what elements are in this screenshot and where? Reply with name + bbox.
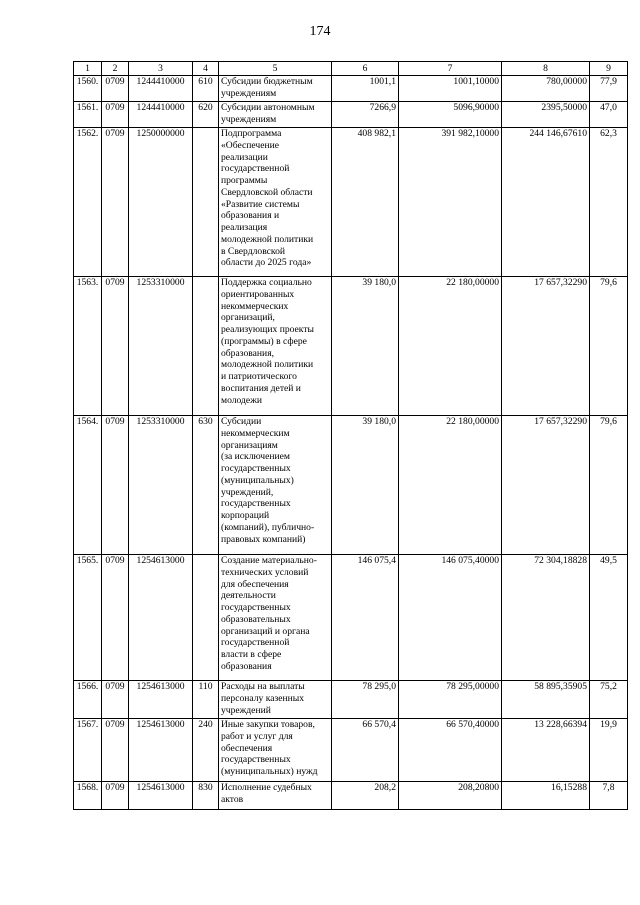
- approved-amount-cell: 146 075,4: [332, 555, 399, 681]
- planned-amount-cell: 78 295,00000: [399, 681, 502, 719]
- planned-amount-cell: 66 570,40000: [399, 719, 502, 782]
- table-row: [74, 555, 628, 681]
- executed-amount-cell: 17 657,32290: [502, 416, 590, 555]
- budget-table: [73, 61, 628, 810]
- column-header: 9: [590, 62, 628, 76]
- planned-amount-cell: 1001,10000: [399, 76, 502, 102]
- planned-amount-cell: 146 075,40000: [399, 555, 502, 681]
- planned-amount-cell: 208,20800: [399, 782, 502, 810]
- target-code-cell: 1250000000: [129, 128, 193, 277]
- section-code-cell: 0709: [102, 277, 129, 416]
- execution-percent-cell: 19,9: [590, 719, 628, 782]
- row-number-cell: 1566.: [74, 681, 102, 719]
- row-number-cell: 1567.: [74, 719, 102, 782]
- planned-amount-cell: 391 982,10000: [399, 128, 502, 277]
- execution-percent-cell: 79,6: [590, 416, 628, 555]
- approved-amount-cell: 408 982,1: [332, 128, 399, 277]
- target-code-cell: 1254613000: [129, 719, 193, 782]
- column-header: 1: [74, 62, 102, 76]
- column-header: 2: [102, 62, 129, 76]
- expense-type-cell: 630: [193, 416, 219, 555]
- approved-amount-cell: 7266,9: [332, 102, 399, 128]
- target-code-cell: 1253310000: [129, 277, 193, 416]
- row-number-cell: 1565.: [74, 555, 102, 681]
- description-cell: Субсидии некоммерческим организациям (за исключением государственных (муниципальных) учреждений, государственных корпораций (компаний), публично- правовых компаний): [219, 416, 332, 555]
- row-number-cell: 1563.: [74, 277, 102, 416]
- row-number-cell: 1568.: [74, 782, 102, 810]
- section-code-cell: 0709: [102, 555, 129, 681]
- description-cell: Подпрограмма «Обеспечение реализации государственной программы Свердловской области «Развитие системы образования и реализация молодежной политики в Свердловской области до 2025 года»: [219, 128, 332, 277]
- table-row: [74, 102, 628, 128]
- description-cell: Субсидии бюджетным учреждениям: [219, 76, 332, 102]
- expense-type-cell: [193, 128, 219, 277]
- approved-amount-cell: 78 295,0: [332, 681, 399, 719]
- target-code-cell: 1253310000: [129, 416, 193, 555]
- executed-amount-cell: 244 146,67610: [502, 128, 590, 277]
- section-code-cell: 0709: [102, 681, 129, 719]
- column-number-row: [74, 62, 628, 76]
- execution-percent-cell: 75,2: [590, 681, 628, 719]
- table-row: [74, 128, 628, 277]
- column-header: 5: [219, 62, 332, 76]
- description-cell: Расходы на выплаты персоналу казенных учреждений: [219, 681, 332, 719]
- executed-amount-cell: 13 228,66394: [502, 719, 590, 782]
- row-number-cell: 1560.: [74, 76, 102, 102]
- section-code-cell: 0709: [102, 719, 129, 782]
- description-cell: Субсидии автономным учреждениям: [219, 102, 332, 128]
- table-body: [74, 76, 628, 810]
- approved-amount-cell: 66 570,4: [332, 719, 399, 782]
- column-header: 7: [399, 62, 502, 76]
- section-code-cell: 0709: [102, 416, 129, 555]
- execution-percent-cell: 7,8: [590, 782, 628, 810]
- description-cell: Создание материально- технических условий для обеспечения деятельности государственных образовательных организаций и органа государственной власти в сфере образования: [219, 555, 332, 681]
- row-number-cell: 1562.: [74, 128, 102, 277]
- target-code-cell: 1244410000: [129, 102, 193, 128]
- description-cell: Поддержка социально ориентированных некоммерческих организаций, реализующих проекты (программы) в сфере образования, молодежной политики и патриотического воспитания детей и молодежи: [219, 277, 332, 416]
- approved-amount-cell: 39 180,0: [332, 277, 399, 416]
- table-row: [74, 719, 628, 782]
- execution-percent-cell: 47,0: [590, 102, 628, 128]
- table-row: [74, 76, 628, 102]
- execution-percent-cell: 79,6: [590, 277, 628, 416]
- target-code-cell: 1254613000: [129, 681, 193, 719]
- column-header: 6: [332, 62, 399, 76]
- expense-type-cell: 830: [193, 782, 219, 810]
- target-code-cell: 1254613000: [129, 782, 193, 810]
- executed-amount-cell: 2395,50000: [502, 102, 590, 128]
- executed-amount-cell: 17 657,32290: [502, 277, 590, 416]
- expense-type-cell: [193, 555, 219, 681]
- description-cell: Иные закупки товаров, работ и услуг для обеспечения государственных (муниципальных) нужд: [219, 719, 332, 782]
- approved-amount-cell: 208,2: [332, 782, 399, 810]
- expense-type-cell: 620: [193, 102, 219, 128]
- planned-amount-cell: 5096,90000: [399, 102, 502, 128]
- row-number-cell: 1561.: [74, 102, 102, 128]
- row-number-cell: 1564.: [74, 416, 102, 555]
- executed-amount-cell: 58 895,35905: [502, 681, 590, 719]
- executed-amount-cell: 16,15288: [502, 782, 590, 810]
- execution-percent-cell: 77,9: [590, 76, 628, 102]
- execution-percent-cell: 49,5: [590, 555, 628, 681]
- expense-type-cell: 240: [193, 719, 219, 782]
- target-code-cell: 1244410000: [129, 76, 193, 102]
- section-code-cell: 0709: [102, 782, 129, 810]
- section-code-cell: 0709: [102, 76, 129, 102]
- column-header: 4: [193, 62, 219, 76]
- approved-amount-cell: 39 180,0: [332, 416, 399, 555]
- planned-amount-cell: 22 180,00000: [399, 277, 502, 416]
- column-header: 8: [502, 62, 590, 76]
- section-code-cell: 0709: [102, 102, 129, 128]
- column-header: 3: [129, 62, 193, 76]
- table-row: [74, 681, 628, 719]
- expense-type-cell: [193, 277, 219, 416]
- execution-percent-cell: 62,3: [590, 128, 628, 277]
- description-cell: Исполнение судебных актов: [219, 782, 332, 810]
- table-row: [74, 277, 628, 416]
- executed-amount-cell: 780,00000: [502, 76, 590, 102]
- table-row: [74, 416, 628, 555]
- table-row: [74, 782, 628, 810]
- section-code-cell: 0709: [102, 128, 129, 277]
- expense-type-cell: 110: [193, 681, 219, 719]
- expense-type-cell: 610: [193, 76, 219, 102]
- target-code-cell: 1254613000: [129, 555, 193, 681]
- approved-amount-cell: 1001,1: [332, 76, 399, 102]
- executed-amount-cell: 72 304,18828: [502, 555, 590, 681]
- page-number: 174: [309, 24, 331, 39]
- planned-amount-cell: 22 180,00000: [399, 416, 502, 555]
